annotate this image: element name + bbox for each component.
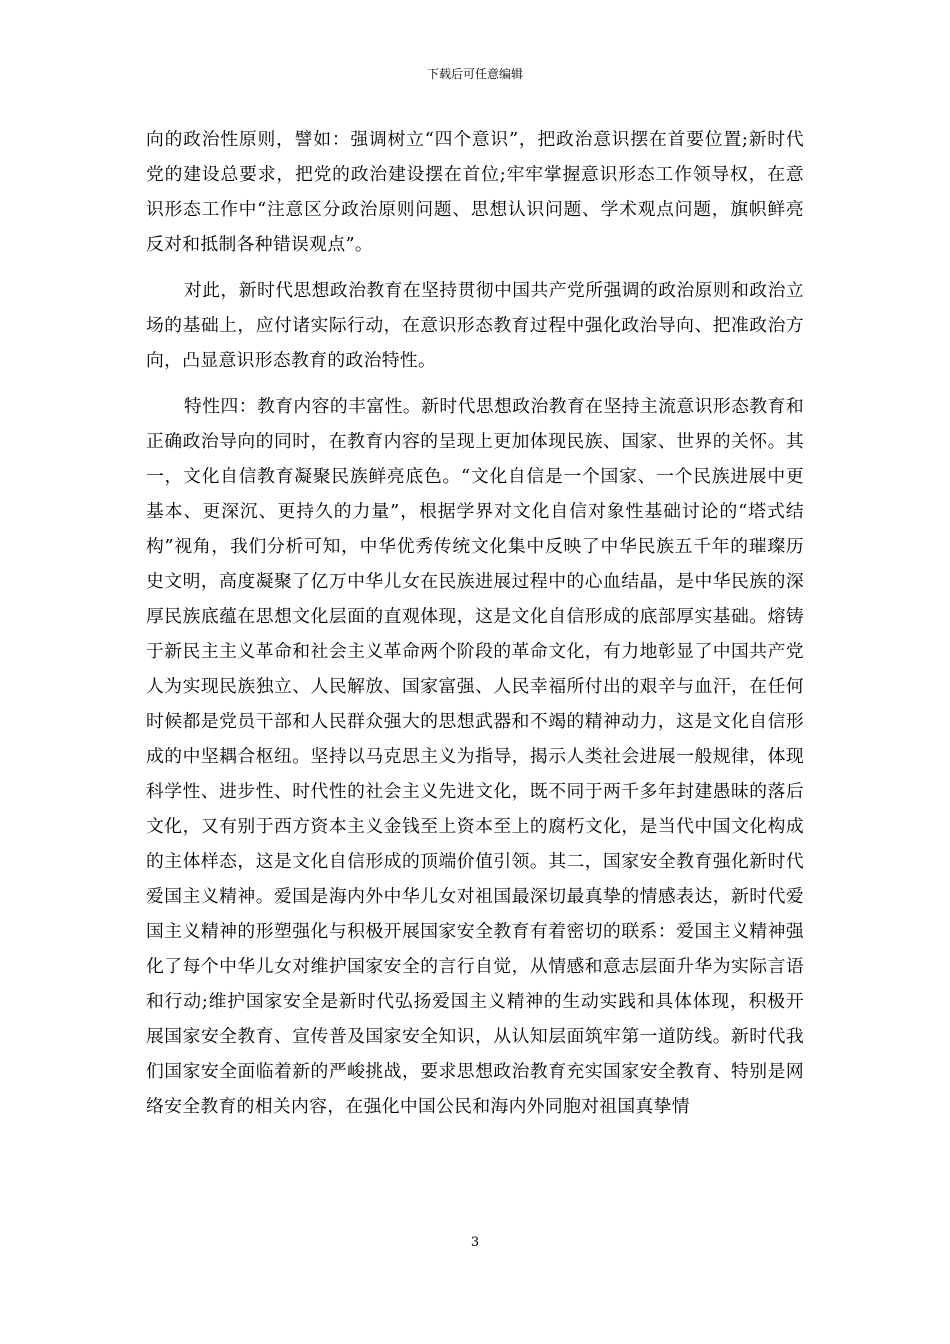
document-body	[146, 122, 804, 1135]
page-number: 3	[470, 1235, 480, 1250]
page-header: 下载后可任意编辑	[426, 67, 523, 81]
paragraph-2: 对此，新时代思想政治教育在坚持贯彻中国共产党所强调的政治原则和政治立场的基础上，应付诸实际行动，在意识形态教育过程中强化政治导向、把准政治方向，凸显意识形态教育的政治特性。	[146, 280, 804, 371]
paragraph-1: 向的政治性原则，譬如：强调树立“四个意识”，把政治意识摆在首要位置;新时代党的建设总要求，把党的政治建设摆在首位;牢牢掌握意识形态工作领导权，在意识形态工作中“注意区分政治原则问题、思想认识问题、学术观点问题，旗帜鲜亮反对和抵制各种错误观点”。	[146, 129, 804, 255]
paragraph-3: 特性四：教育内容的丰富性。新时代思想政治教育在坚持主流意识形态教育和正确政治导向的同时，在教育内容的呈现上更加体现民族、国家、世界的关怀。其一，文化自信教育凝聚民族鲜亮底色。“文化自信是一个国家、一个民族进展中更基本、更深沉、更持久的力量”，根据学界对文化自信对象性基础讨论的“塔式结构”视角，我们分析可知，中华优秀传统文化集中反映了中华民族五千年的璀璨历史文明，高度凝聚了亿万中华儿女在民族进展过程中的心血结晶，是中华民族的深厚民族底蕴在思想文化层面的直观体现，这是文化自信形成的底部厚实基础。熔铸于新民主主义革命和社会主义革命两个阶段的革命文化，有力地彰显了中国共产党人为实现民族独立、人民解放、国家富强、人民幸福所付出的艰辛与血汗，在任何时候都是党员干部和人民群众强大的思想武器和不竭的精神动力，这是文化自信形成的中坚耦合枢纽。坚持以马克思主义为指导，揭示人类社会进展一般规律，体现科学性、进步性、时代性的社会主义先进文化，既不同于两千多年封建愚昧的落后文化，又有别于西方资本主义金钱至上资本至上的腐朽文化，是当代中国文化构成的主体样态，这是文化自信形成的顶端价值引领。其二，国家安全教育强化新时代爱国主义精神。爱国是海内外中华儿女对祖国最深切最真挚的情感表达，新时代爱国主义精神的形塑强化与积极开展国家安全教育有着密切的联系：爱国主义精神强化了每个中华儿女对维护国家安全的言行自觉，从情感和意志层面升华为实际言语和行动;维护国家安全是新时代弘扬爱国主义精神的生动实践和具体体现，积极开展国家安全教育、宣传普及国家安全知识，从认知层面筑牢第一道防线。新时代我们国家安全面临着新的严峻挑战，要求思想政治教育充实国家安全教育、特别是网络安全教育的相关内容，在强化中国公民和海内外同胞对祖国真挚情	[146, 396, 804, 1117]
